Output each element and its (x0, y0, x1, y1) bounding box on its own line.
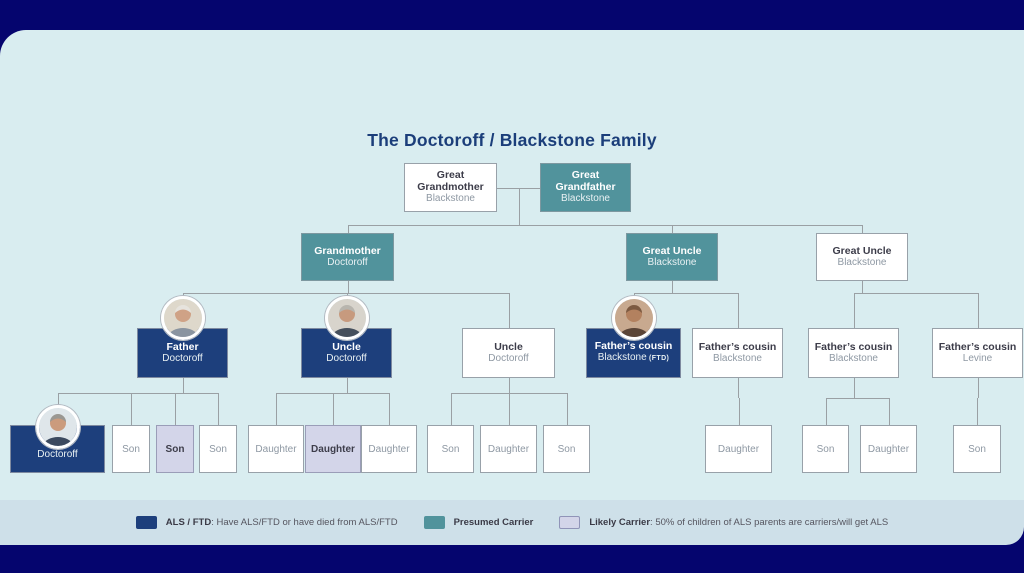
connector-line (451, 393, 452, 425)
person-daughter-3 (361, 425, 417, 473)
person-surname: Blackstone (647, 256, 697, 268)
person-great-grandfather (540, 163, 631, 212)
person-surname: Blackstone (426, 193, 475, 205)
person-label: Son (122, 443, 140, 455)
als-ftd-color-swatch (136, 516, 157, 529)
person-daughter-1 (248, 425, 304, 473)
person-surname: Doctoroff (488, 352, 529, 364)
person-name: Father’s cousin (594, 340, 673, 353)
legend-item-presumed-carrier (424, 516, 534, 529)
condition-suffix: (FTD) (646, 355, 670, 363)
person-label: Son (209, 443, 227, 455)
person-label: Daughter (867, 443, 910, 455)
person-name: Great Grandfather (555, 169, 616, 194)
person-daughter-4 (480, 425, 537, 473)
person-label: Son (165, 443, 185, 455)
connector-line (333, 393, 334, 425)
person-label: Daughter (368, 443, 410, 455)
person-grandmother (301, 233, 394, 281)
presumed-carrier-color-swatch (424, 516, 445, 529)
connector-line (348, 281, 349, 293)
connector-line (347, 378, 348, 393)
person-great-grandmother (404, 163, 497, 212)
person-fathers-cousin-2 (692, 328, 783, 378)
connector-line (348, 225, 864, 226)
connector-line (509, 378, 510, 393)
connector-line (862, 225, 863, 233)
person-great-uncle-2 (816, 233, 908, 281)
connector-line (978, 378, 979, 398)
person-label: Daughter (311, 443, 355, 455)
person-name: Father’s cousin (698, 340, 777, 353)
legend-item-likely-carrier (559, 516, 888, 529)
connector-line (389, 393, 390, 425)
connector-line (854, 293, 855, 328)
person-surname: Blackstone (837, 256, 887, 268)
person-son-2 (156, 425, 194, 473)
person-uncle-2 (462, 328, 555, 378)
person-surname: Blackstone (713, 352, 762, 364)
connector-line (738, 293, 739, 328)
connector-line (509, 393, 510, 425)
connector-line (739, 398, 740, 425)
connector-line (977, 398, 978, 425)
legend (0, 500, 1024, 545)
person-son-6 (802, 425, 849, 473)
person-daughter-6 (860, 425, 917, 473)
person-uncle (301, 328, 392, 378)
connector-line (978, 293, 979, 328)
person-fathers-cousin-4 (932, 328, 1023, 378)
photo-dan (36, 405, 80, 449)
connector-line (672, 281, 673, 293)
person-label: Son (441, 443, 460, 455)
connector-line (218, 393, 219, 425)
connector-line (276, 393, 277, 425)
connector-line (175, 393, 176, 425)
person-surname: Doctoroff (327, 256, 368, 268)
person-label: Daughter (717, 443, 760, 455)
connector-line (738, 378, 739, 398)
person-name: Father (166, 340, 199, 353)
connector-line (183, 378, 184, 393)
person-label: Daughter (487, 443, 530, 455)
person-great-uncle-1 (626, 233, 718, 281)
connector-line (854, 378, 855, 398)
legend-likely-carrier-text: Likely Carrier: 50% of children of ALS parents are carriers/will get ALS (589, 517, 889, 528)
person-name: Father’s cousin (938, 340, 1017, 353)
person-daughter-5 (705, 425, 772, 473)
person-surname: Doctoroff (162, 352, 203, 364)
person-name: Uncle (332, 340, 361, 353)
legend-item-als-ftd (136, 516, 398, 529)
connector-line (826, 398, 890, 399)
person-label: Daughter (255, 443, 297, 455)
connector-line (862, 281, 863, 293)
connector-line (889, 398, 890, 425)
person-fathers-cousin-3 (808, 328, 899, 378)
connector-line (519, 188, 520, 226)
connector-line (131, 393, 132, 425)
person-fathers-cousin-1 (586, 328, 681, 378)
connector-line (826, 398, 827, 425)
person-name: Uncle (494, 340, 523, 353)
person-surname: Blackstone (829, 352, 878, 364)
connector-line (854, 293, 979, 294)
person-son-4 (427, 425, 474, 473)
photo-fathers-cousin-1 (612, 296, 656, 340)
connector-line (567, 393, 568, 425)
photo-uncle (325, 296, 369, 340)
connector-line (672, 225, 673, 233)
person-label: Son (816, 443, 835, 455)
person-father (137, 328, 228, 378)
person-surname: Doctoroff (326, 352, 367, 364)
photo-father (161, 296, 205, 340)
person-name: Great Grandmother (417, 169, 484, 194)
person-label: Son (968, 443, 986, 455)
person-son-1 (112, 425, 150, 473)
person-son-7 (953, 425, 1001, 473)
page-title: The Doctoroff / Blackstone Family (367, 130, 657, 150)
person-surname: Blackstone (561, 193, 610, 205)
legend-als-ftd-text: ALS / FTD: Have ALS/FTD or have died from ALS/FTD (165, 517, 398, 528)
connector-line (348, 225, 349, 233)
person-surname: Blackstone (FTD) (597, 352, 670, 364)
connector-line (509, 293, 510, 328)
person-dan (10, 425, 105, 473)
person-name: Great Uncle (642, 244, 702, 257)
likely-carrier-color-swatch (559, 516, 580, 529)
person-surname: Levine (962, 352, 993, 364)
person-name: Great Uncle (832, 244, 892, 257)
person-name: Father’s cousin (814, 340, 893, 353)
connector-line (58, 393, 220, 394)
person-son-5 (543, 425, 590, 473)
legend-presumed-carrier-text: Presumed Carrier (453, 517, 534, 528)
person-surname: Doctoroff (37, 448, 78, 460)
person-label: Son (557, 443, 576, 455)
person-name: Grandmother (314, 244, 381, 257)
connector-line (634, 293, 739, 294)
person-son-3 (199, 425, 237, 473)
person-daughter-2 (305, 425, 361, 473)
